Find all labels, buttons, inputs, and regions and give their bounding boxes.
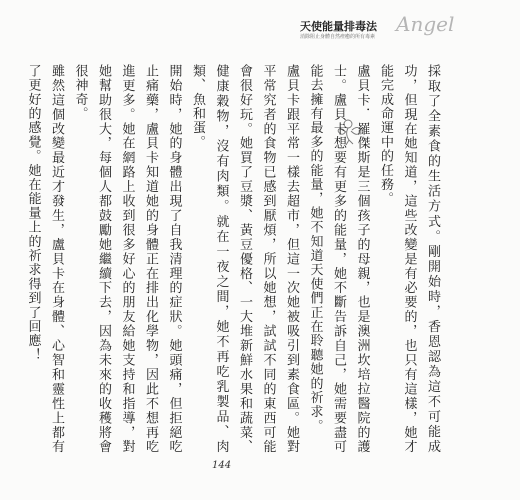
book-title: 天使能量排毒法: [300, 20, 377, 33]
book-subtitle: 消除阻止身體自然痊癒的所有毒素: [300, 34, 376, 40]
paragraph: 盧貝卡．羅傑斯是三個孩子的母親，也是澳洲坎培拉醫院的護士。盧貝卡想要有更多的能量，她不斷告訴自己，她需要盡可能去擁有最多的能量，她不知道天使們正在聆聽她的祈求。: [307, 64, 370, 454]
paragraph: 雖然這個改變最近才發生，盧貝卡在身體、心智和靈性上都有了更好的感覺。她在能量上的祈求得到了回應！: [25, 64, 64, 454]
body-text: [21, 64, 458, 454]
page-number: 144: [212, 460, 232, 471]
paragraph: 盧貝卡跟平常一樣去超市，但這一次她被吸引到素食區。她對平常究者的食物已感到厭煩，所以她想，試試不同的東西可能會很好玩。她買了豆漿、黃豆優格、一大堆新鮮水果和蔬菜、健康穀物，沒有肉類。就在一夜之間，她不再吃乳製品、肉類、魚和蛋。: [190, 64, 299, 454]
running-header: [300, 12, 470, 48]
paragraph: 開始時，她的身體出現了自我清理的症狀。她頭痛，但拒絕吃止痛藥，盧貝卡知道她的身體正在排出化學物，因此不想再吃進更多。她在網路上收到很多好心的朋友給她支持和指導，對她幫助很大，每個人都鼓勵她繼續下去，因為未來的收穫將會很神奇。: [72, 64, 182, 454]
header-script-decoration: Angel: [396, 12, 455, 36]
paragraph: 採取了全素食的生活方式。剛開始時，香恩認為這不可能成功，但現在她知道，這些改變是有必要的，也只有這樣，她才能完成命運中的任務。: [378, 64, 440, 454]
